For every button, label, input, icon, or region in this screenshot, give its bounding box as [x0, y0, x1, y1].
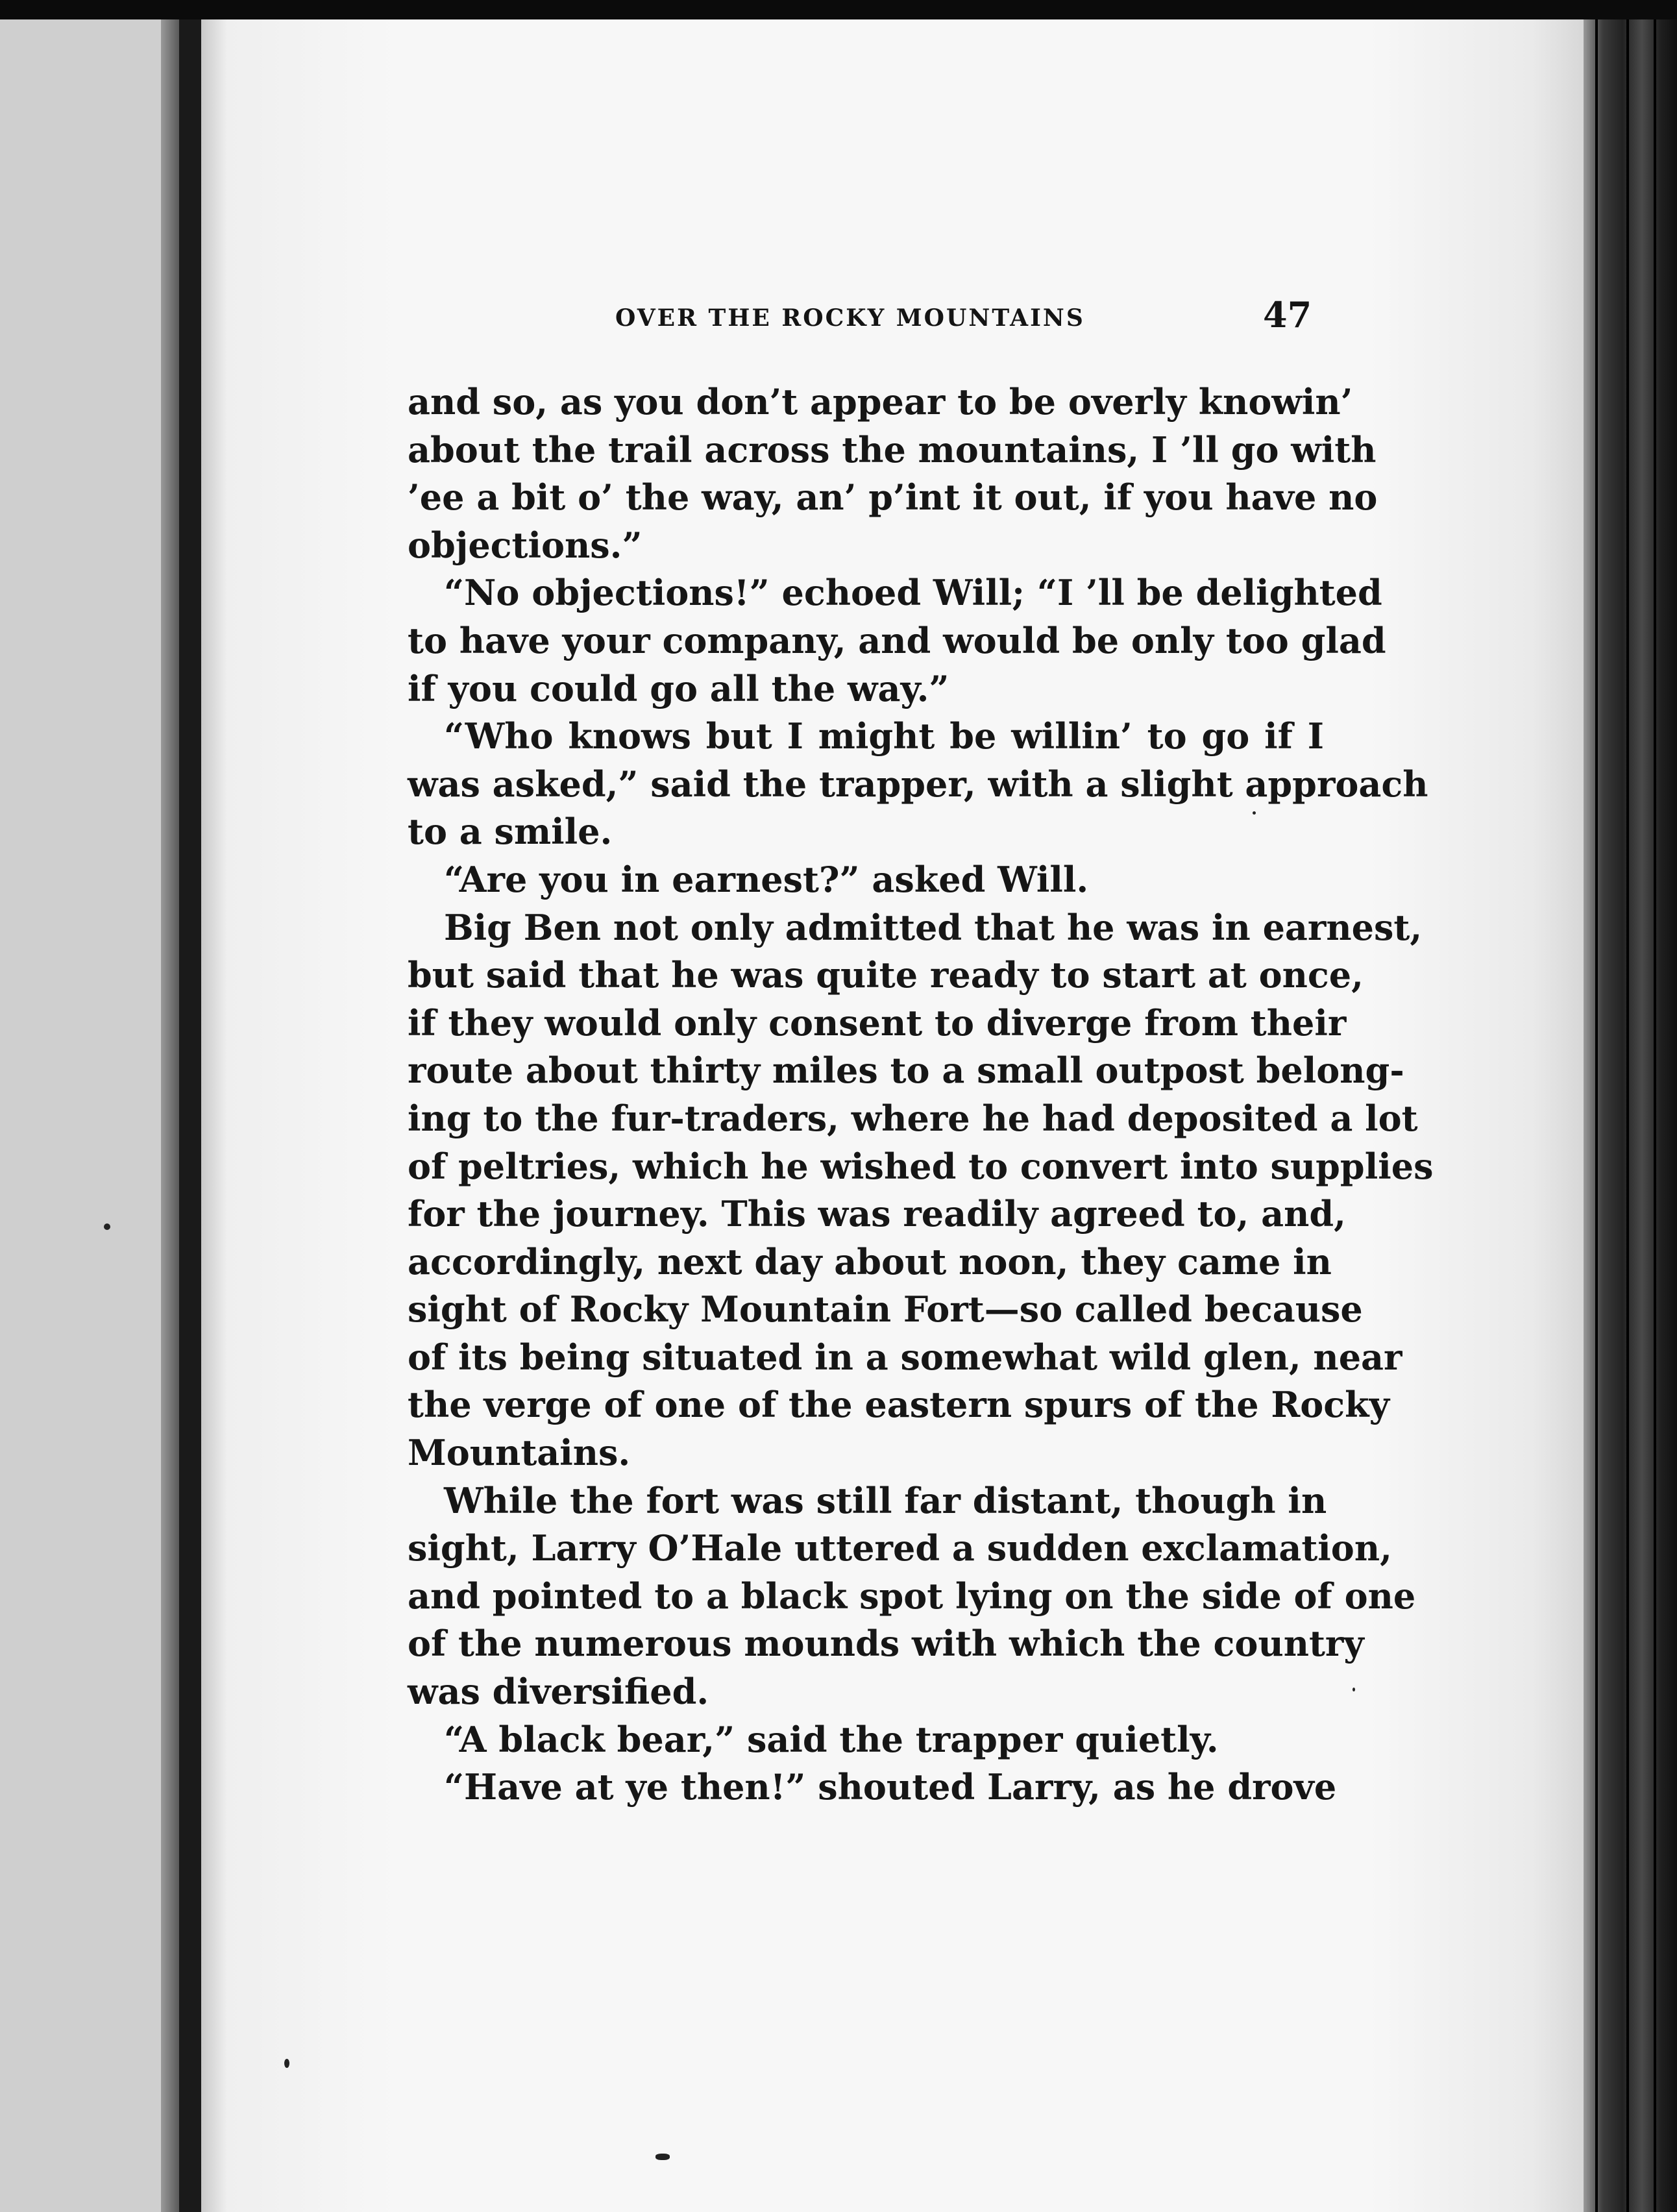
- text-line: ing to the fur-traders, where he had deposited a lot: [408, 1097, 1418, 1139]
- text-line: objections.”: [408, 524, 643, 566]
- facing-page-shadow: [161, 19, 179, 2212]
- book-gutter: [179, 19, 201, 2212]
- scanner-border-top: [0, 0, 1677, 19]
- text-line: of its being situated in a somewhat wild glen, near: [408, 1336, 1402, 1378]
- text-line: and pointed to a black spot lying on the side of one: [408, 1575, 1416, 1617]
- facing-page-edge: [0, 19, 179, 2212]
- scan-speck: [1353, 1688, 1355, 1691]
- text-line: to a smile.: [408, 811, 613, 853]
- text-line: accordingly, next day about noon, they came in: [408, 1240, 1332, 1283]
- text-line: if you could go all the way.”: [408, 667, 949, 709]
- text-line: for the journey. This was readily agreed to, and,: [408, 1193, 1346, 1235]
- text-line: of peltries, which he wished to convert into supplies: [408, 1145, 1434, 1187]
- text-line: route about thirty miles to a small outpost belong-: [408, 1050, 1404, 1092]
- text-line: “Are you in earnest?” asked Will.: [444, 858, 1089, 900]
- text-line: was asked,” said the trapper, with a slight approach: [408, 763, 1428, 805]
- text-line: about the trail across the mountains, I ’ll go with: [408, 428, 1377, 471]
- text-line: to have your company, and would be only too glad: [408, 619, 1386, 661]
- text-line: sight of Rocky Mountain Fort—so called because: [408, 1288, 1363, 1331]
- scan-speck: [1253, 811, 1256, 815]
- text-line: the verge of one of the eastern spurs of the Rocky: [408, 1384, 1389, 1426]
- text-line: was diversified.: [408, 1671, 709, 1713]
- text-line: if they would only consent to diverge from their: [408, 1002, 1347, 1044]
- text-line: ’ee a bit o’ the way, an’ p’int it out, if you have no: [408, 476, 1378, 519]
- edge-line: [1654, 19, 1656, 2212]
- text-line: but said that he was quite ready to start at once,: [408, 954, 1364, 996]
- scan-speck: [284, 2059, 289, 2068]
- text-line: While the fort was still far distant, though in: [444, 1479, 1327, 1521]
- text-line: of the numerous mounds with which the country: [408, 1623, 1364, 1665]
- text-line: “Have at ye then!” shouted Larry, as he drove: [444, 1766, 1337, 1808]
- text-line: Mountains.: [408, 1432, 631, 1474]
- text-line: “Who knows but I might be willin’ to go if I: [444, 715, 1324, 757]
- page-number: 47: [1263, 294, 1312, 336]
- body-text: [408, 378, 1434, 1812]
- text-line: “No objections!” echoed Will; “I ’ll be delighted: [444, 572, 1382, 614]
- text-line: sight, Larry O’Hale uttered a sudden exclamation,: [408, 1527, 1392, 1569]
- text-line: Big Ben not only admitted that he was in earnest,: [444, 906, 1423, 948]
- edge-line: [1595, 19, 1598, 2212]
- scan-speck: [104, 1223, 110, 1230]
- text-line: and so, as you don’t appear to be overly knowin’: [408, 381, 1353, 423]
- text-line: “A black bear,” said the trapper quietly.: [444, 1718, 1219, 1760]
- scan-speck: [655, 2154, 670, 2160]
- edge-line: [1626, 19, 1629, 2212]
- running-head: OVER THE ROCKY MOUNTAINS: [615, 304, 1085, 332]
